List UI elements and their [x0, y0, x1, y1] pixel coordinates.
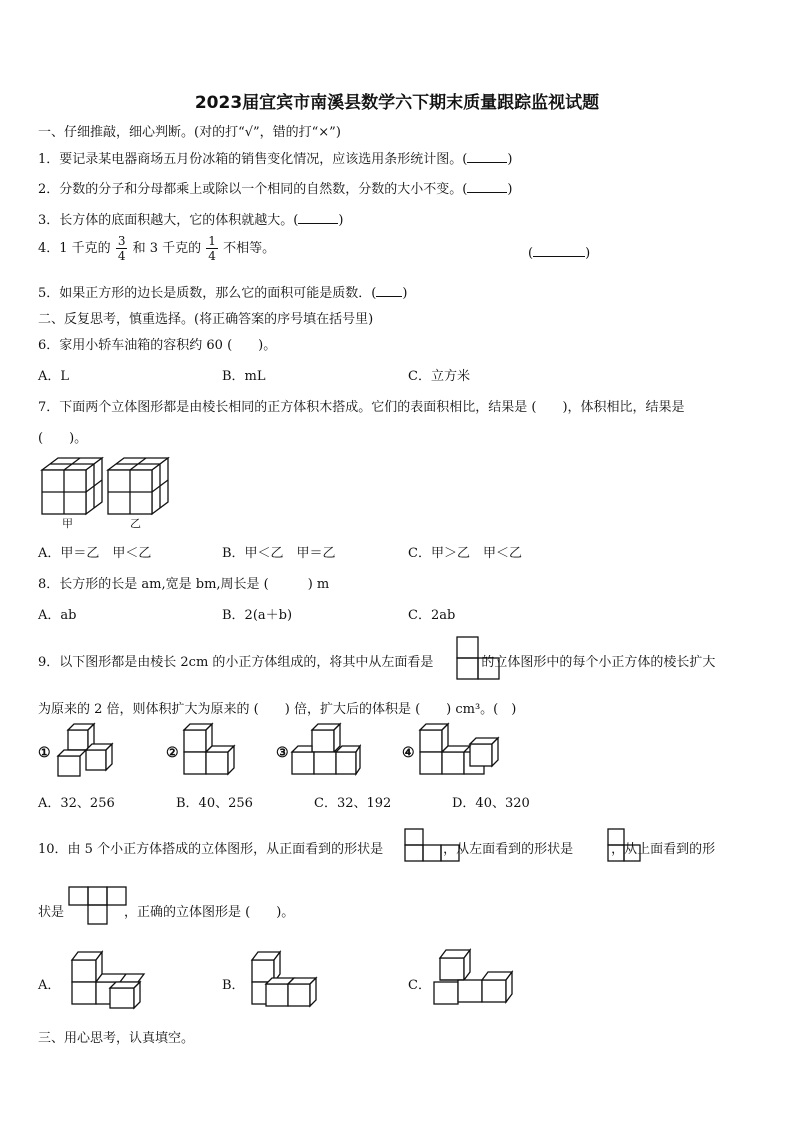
question-3: [38, 209, 343, 228]
q9-figure-1: [56, 722, 116, 782]
q10-front-view-shape: [404, 828, 462, 864]
q6-option-c[interactable]: C．立方米: [408, 369, 470, 384]
q10-top-view-shape: [68, 886, 130, 928]
question-3-close: ): [338, 213, 344, 228]
q10-figure-b: [250, 948, 326, 1010]
answer-blank-2[interactable]: [467, 181, 507, 193]
q7-figure-jia: [42, 458, 102, 514]
question-4: [38, 234, 275, 263]
q7-figure-yi: [108, 458, 168, 514]
q9-option-b[interactable]: B．40、256: [176, 796, 253, 811]
question-4-mid: 和 3 千克的: [132, 241, 202, 256]
question-10-pre: 10．由 5 个小正方体搭成的立体图形，从正面看到的形状是: [38, 842, 384, 857]
question-10-post: ，从上面看到的形: [611, 842, 716, 857]
q9-option-a[interactable]: A．32、256: [38, 796, 115, 811]
question-10-line2-pre: 状是: [38, 905, 65, 920]
question-9-line1: [38, 651, 715, 670]
q6-option-a[interactable]: A．L: [38, 369, 70, 384]
q10-option-b[interactable]: B．: [222, 978, 245, 993]
q8-option-c[interactable]: C．2ab: [408, 608, 456, 623]
q7-caption-yi: 乙: [130, 517, 141, 530]
q9-left-view-shape: [456, 636, 502, 682]
question-4-answer: ( ): [528, 246, 591, 261]
section-3-heading: 三、用心思考，认真填空。: [38, 1031, 195, 1046]
q7-option-b[interactable]: B．甲＜乙 甲＝乙: [222, 546, 336, 561]
q9-option-d[interactable]: D．40、320: [452, 796, 530, 811]
fraction-one-quarter: $\frac{1}{4}$: [208, 234, 216, 263]
section-2-heading: 二、反复思考，慎重选择。(将正确答案的序号填在括号里): [38, 312, 374, 327]
answer-blank-1[interactable]: [467, 151, 507, 163]
q7-option-a[interactable]: A．甲＝乙 甲＜乙: [38, 546, 152, 561]
question-6: 6．家用小轿车油箱的容积约 60 ( )。: [38, 338, 277, 353]
question-2: [38, 178, 512, 197]
q9-figure-label-3: ③: [276, 745, 289, 761]
question-10-line2-post: ，正确的立体图形是 ( )。: [124, 905, 295, 920]
q8-option-a[interactable]: A．ab: [38, 608, 77, 623]
q10-figure-a: [70, 948, 152, 1010]
question-1-text: 1．要记录某电器商场五月份冰箱的销售变化情况，应该选用条形统计图。(: [38, 152, 468, 167]
q9-figure-3: [292, 722, 362, 782]
q9-figure-label-1: ①: [38, 745, 51, 761]
question-10-mid: ，从左面看到的形状是: [443, 842, 574, 857]
question-9-post: 的立体图形中的每个小正方体的棱长扩大: [481, 655, 716, 670]
q10-option-a[interactable]: A．: [38, 978, 61, 993]
question-1: [38, 148, 512, 167]
q10-left-view-shape: [607, 828, 643, 864]
question-1-close: ): [507, 152, 513, 167]
q9-figure-label-4: ④: [402, 745, 415, 761]
question-9-pre: 9．以下图形都是由棱长 2cm 的小正方体组成的，将其中从左面看是: [38, 655, 434, 670]
page-title: 2023届宜宾市南溪县数学六下期末质量跟踪监视试题: [194, 93, 600, 113]
q8-option-b[interactable]: B．2(a＋b): [222, 608, 293, 623]
q7-cube-figures: [36, 452, 176, 532]
section-1-heading: 一、仔细推敲，细心判断。(对的打“√”，错的打“×”): [38, 125, 341, 140]
question-9-line2: 为原来的 2 倍，则体积扩大为原来的 ( ) 倍，扩大后的体积是 ( ) cm³。( ): [38, 702, 517, 717]
q10-figure-c: [434, 948, 516, 1010]
question-4-pre: 4．1 千克的: [38, 241, 111, 256]
answer-blank-5[interactable]: [376, 285, 402, 297]
question-8: 8．长方形的长是 am,宽是 bm,周长是 ( ) m: [38, 577, 330, 592]
question-7-line2: ( )。: [38, 431, 88, 446]
question-2-close: ): [507, 182, 513, 197]
q7-option-c[interactable]: C．甲＞乙 甲＜乙: [408, 546, 522, 561]
question-5: [38, 282, 407, 301]
fraction-three-quarters: $\frac{3}{4}$: [117, 234, 126, 263]
q9-figure-2: [180, 722, 240, 782]
q10-option-c[interactable]: C．: [408, 978, 431, 993]
answer-blank-3[interactable]: [298, 212, 338, 224]
question-5-close: ): [402, 286, 408, 301]
q9-figure-4: [418, 722, 502, 782]
q9-option-c[interactable]: C．32、192: [314, 796, 392, 811]
answer-blank-4[interactable]: [533, 245, 585, 257]
q7-caption-jia: 甲: [62, 517, 73, 530]
q9-figure-label-2: ②: [166, 745, 179, 761]
question-7-line1: 7．下面两个立体图形都是由棱长相同的正方体积木搭成。它们的表面积相比，结果是 ( )，体积相比，结果是: [38, 400, 685, 415]
question-2-text: 2．分数的分子和分母都乘上或除以一个相同的自然数，分数的大小不变。(: [38, 182, 468, 197]
question-5-text: 5．如果正方形的边长是质数，那么它的面积可能是质数．(: [38, 286, 377, 301]
q6-option-b[interactable]: B．mL: [222, 369, 266, 384]
question-3-text: 3．长方体的底面积越大，它的体积就越大。(: [38, 213, 299, 228]
question-4-post: 不相等。: [223, 241, 276, 256]
